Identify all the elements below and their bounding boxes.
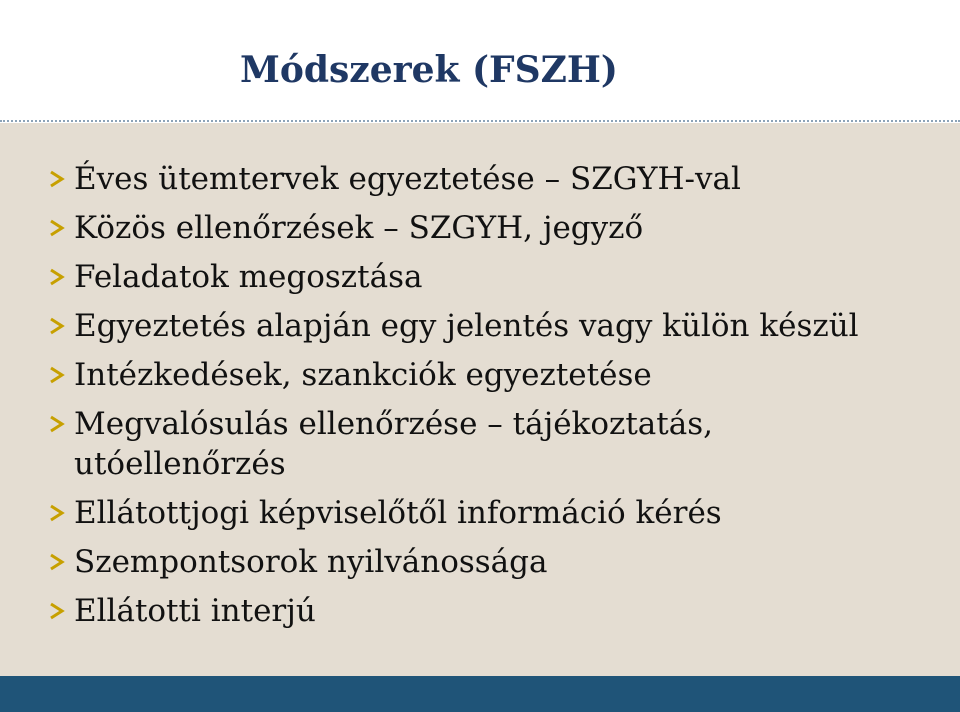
bullet-item bbox=[48, 493, 928, 533]
arrow-right-icon bbox=[48, 414, 66, 434]
arrow-right-icon bbox=[48, 503, 66, 523]
bullet-text: Ellátotti interjú bbox=[74, 593, 316, 629]
bullet-list bbox=[48, 159, 928, 640]
arrow-right-icon bbox=[48, 552, 66, 572]
slide-title: Módszerek (FSZH) bbox=[240, 49, 618, 91]
bullet-text: Szempontsorok nyilvánossága bbox=[74, 544, 548, 580]
title-divider bbox=[0, 120, 960, 122]
arrow-right-icon bbox=[48, 316, 66, 336]
bullet-text: Ellátottjogi képviselőtől információ kérés bbox=[74, 495, 722, 531]
bullet-item bbox=[48, 208, 928, 248]
arrow-right-icon bbox=[48, 169, 66, 189]
arrow-right-icon bbox=[48, 267, 66, 287]
bullet-item bbox=[48, 306, 928, 346]
bullet-item bbox=[48, 355, 928, 395]
bullet-item bbox=[48, 257, 928, 297]
content-area bbox=[0, 123, 960, 676]
bullet-text: Megvalósulás ellenőrzése – tájékoztatás, utóellenőrzés bbox=[74, 406, 713, 482]
bullet-item bbox=[48, 591, 928, 631]
bullet-item bbox=[48, 542, 928, 582]
bullet-text: Egyeztetés alapján egy jelentés vagy külön készül bbox=[74, 308, 859, 344]
bullet-text: Feladatok megosztása bbox=[74, 259, 423, 295]
title-area bbox=[0, 0, 960, 122]
bullet-item bbox=[48, 404, 928, 484]
arrow-right-icon bbox=[48, 365, 66, 385]
bottom-bar bbox=[0, 676, 960, 712]
bullet-text: Közös ellenőrzések – SZGYH, jegyző bbox=[74, 210, 644, 246]
arrow-right-icon bbox=[48, 218, 66, 238]
bullet-text: Intézkedések, szankciók egyeztetése bbox=[74, 357, 652, 393]
bullet-item bbox=[48, 159, 928, 199]
arrow-right-icon bbox=[48, 601, 66, 621]
bullet-text: Éves ütemtervek egyeztetése – SZGYH-val bbox=[74, 161, 741, 197]
